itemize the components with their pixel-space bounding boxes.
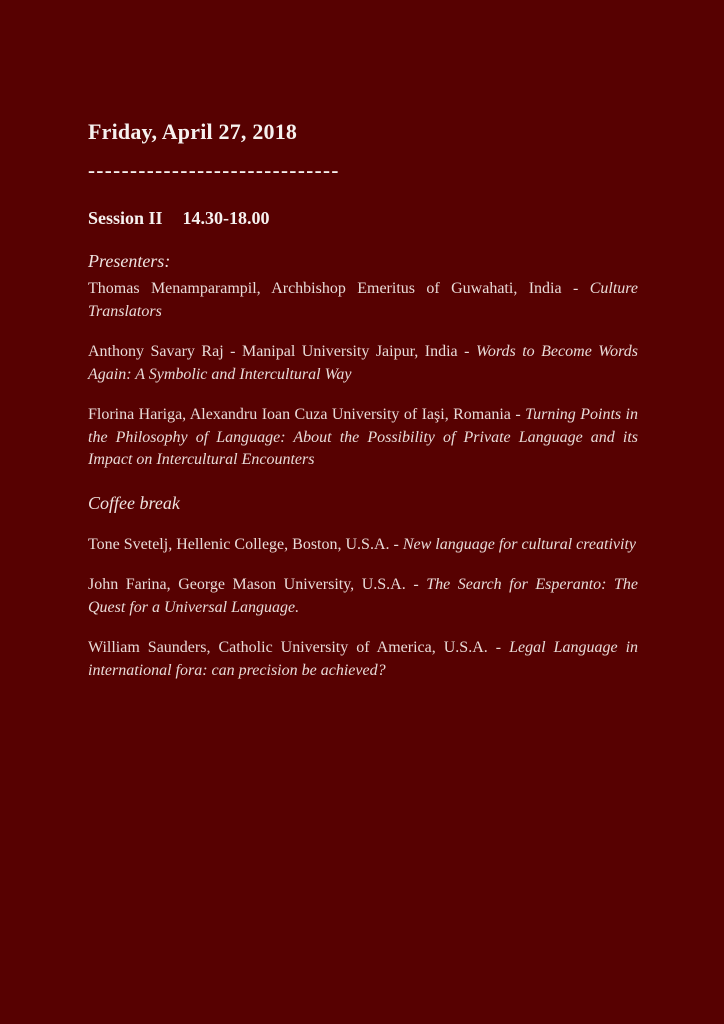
presenter-name: Florina Hariga, Alexandru Ioan Cuza University of Iaşi, Romania bbox=[88, 406, 511, 423]
presenters-heading: Presenters: bbox=[88, 251, 171, 271]
talk-title: Legal Language in international fora: can precision be achieved? bbox=[88, 639, 639, 679]
divider-dashes: ------------------------------ bbox=[88, 158, 340, 182]
presenter-name: Anthony Savary Raj - Manipal University Jaipur, India bbox=[88, 343, 458, 360]
presentation-entry bbox=[88, 534, 638, 557]
talk-title: Culture Translators bbox=[88, 280, 639, 320]
presentation-entry bbox=[88, 341, 638, 386]
session-time: 14.30-18.00 bbox=[182, 208, 270, 228]
presenter-name: Thomas Menamparampil, Archbishop Emeritus of Guwahati, India bbox=[88, 280, 562, 297]
session-heading bbox=[88, 207, 638, 229]
talk-title: New language for cultural creativity bbox=[402, 535, 636, 553]
separator-dash: - bbox=[393, 535, 399, 553]
presentation-entry bbox=[88, 278, 638, 323]
presentation-entry bbox=[88, 404, 638, 472]
talk-title: Turning Points in the Philosophy of Language: About the Possibility of Private Language and its Impact on Intercultural Encounters bbox=[88, 406, 638, 468]
coffee-break-label: Coffee break bbox=[88, 492, 180, 513]
separator-dash: - bbox=[573, 280, 579, 297]
separator-dash: - bbox=[495, 639, 502, 656]
presentation-entry bbox=[88, 637, 638, 682]
date-title: Friday, April 27, 2018 bbox=[88, 119, 298, 144]
separator-dash: - bbox=[515, 406, 521, 423]
talk-title: The Search for Esperanto: The Quest for a Universal Language. bbox=[88, 576, 639, 616]
separator-dash: - bbox=[413, 576, 419, 593]
presenter-name: William Saunders, Catholic University of America, U.S.A. bbox=[88, 639, 488, 656]
separator-dash: - bbox=[464, 343, 470, 360]
talk-title: Words to Become Words Again: A Symbolic and Intercultural Way bbox=[88, 343, 639, 383]
presentation-entry bbox=[88, 574, 638, 619]
session-label: Session II bbox=[88, 208, 163, 228]
presenter-name: Tone Svetelj, Hellenic College, Boston, U.S.A. bbox=[88, 535, 390, 553]
presenter-name: John Farina, George Mason University, U.S.A. bbox=[88, 576, 406, 593]
